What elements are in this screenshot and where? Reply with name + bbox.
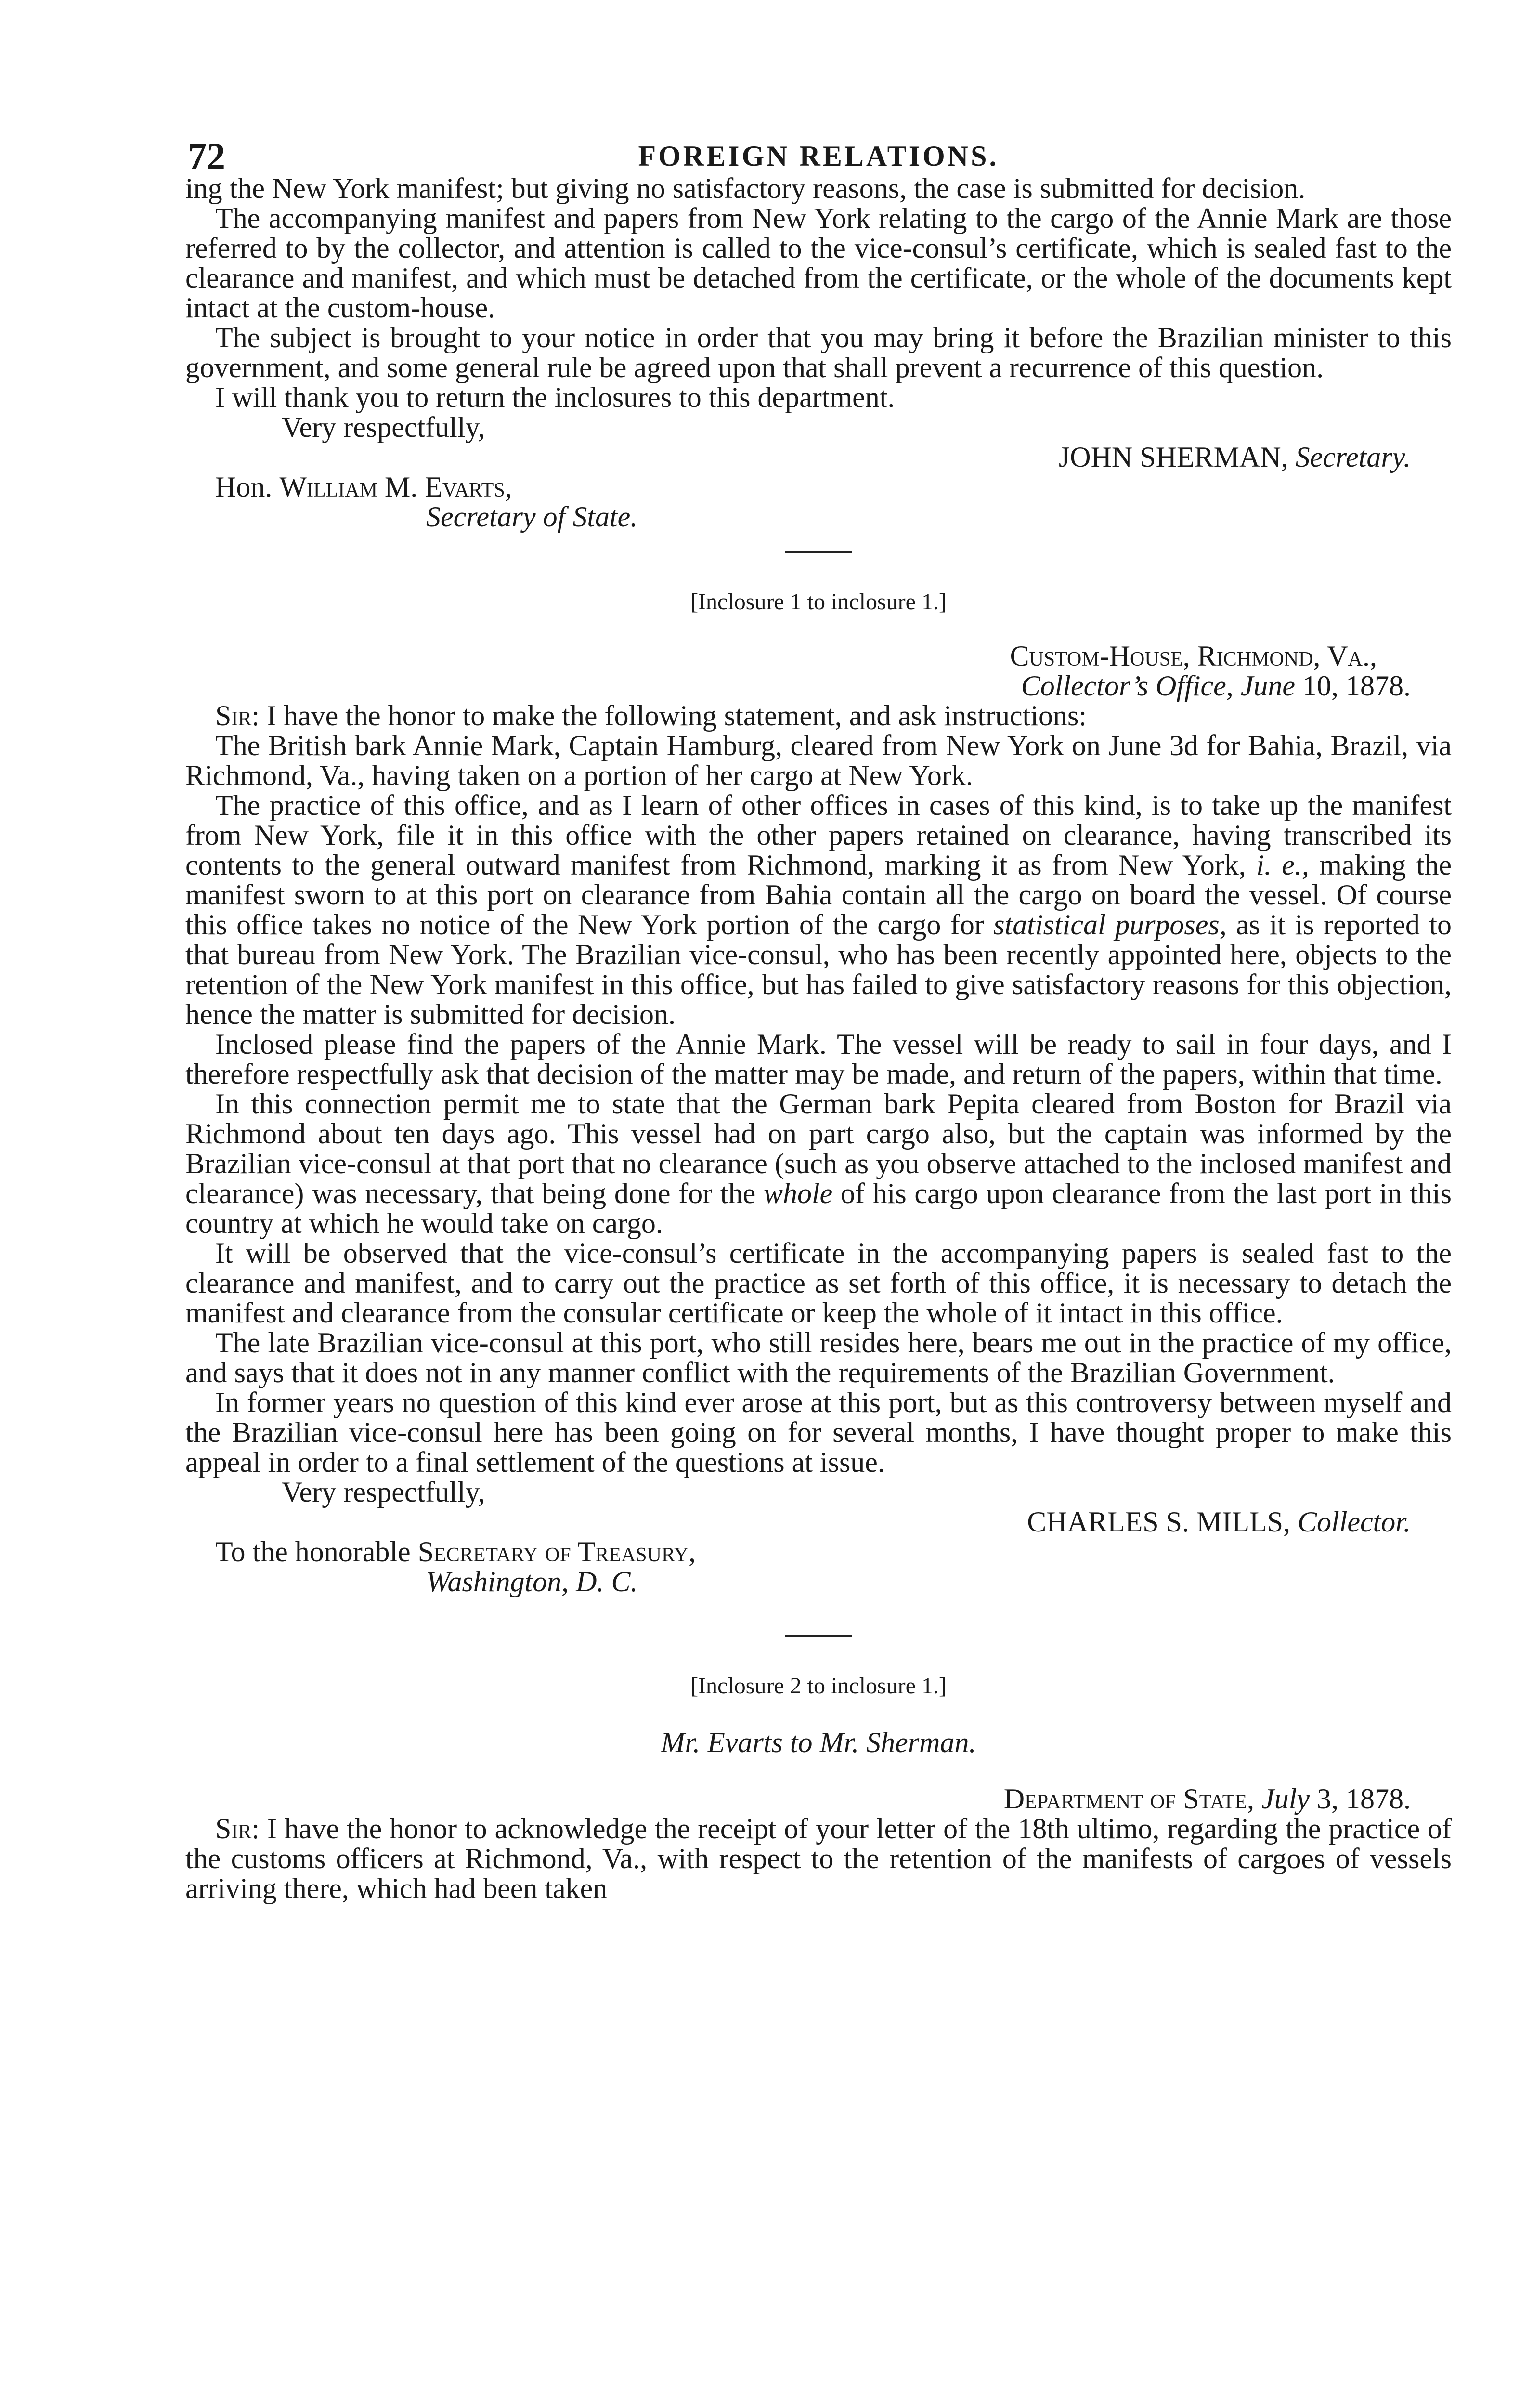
page-number: 72: [188, 135, 225, 177]
letterhead: Department of State, July 3, 1878.: [1003, 1783, 1411, 1815]
letter-title: Mr. Evarts to Mr. Sherman.: [661, 1727, 976, 1758]
signature: [185, 1507, 1452, 1537]
closing: Very respectfully,: [282, 1476, 485, 1508]
paragraph: I will thank you to return the inclosures to this department.: [215, 381, 895, 413]
paragraph: Inclosed please find the papers of the Annie Mark. The vessel will be ready to sail in four days, and I therefore respectfully ask that decision of the matter may be made, and return of the papers, within that time.: [185, 1028, 1452, 1090]
paragraph: In former years no question of this kind ever arose at this port, but as this controversy between myself and the Brazilian vice-consul here has been going on for several months, I have thought proper to make this appeal in order to a final settlement of the questions at issue.: [185, 1387, 1452, 1478]
salutation: Sir:: [215, 700, 260, 732]
running-header: [185, 120, 1452, 177]
inclosure-label: [Inclosure 1 to inclosure 1.]: [690, 589, 947, 615]
paragraph: Sir: I have the honor to acknowledge the receipt of your letter of the 18th ultimo, regarding the practice of the customs officers at Richmond, Va., with respect to the retention of the manifests of cargoes of vessels arriving there, which had been taken: [185, 1813, 1452, 1904]
paragraph: The subject is brought to your notice in order that you may bring it before the Brazilian minister to this government, and some general rule be agreed upon that shall prevent a recurrence of this question.: [185, 322, 1452, 383]
addressee-name: Secretary of Treasury,: [417, 1536, 696, 1568]
addressee-prefix: To the honorable: [215, 1536, 411, 1568]
paragraph: The accompanying manifest and papers from New York relating to the cargo of the Annie Mark are those referred to by the collector, and attention is called to the vice-consul’s certificate, which is sealed fast to the clearance and manifest, and which must be detached from the certificate, or the whole of the documents kept intact at the custom-house.: [185, 202, 1452, 324]
letter-sherman: [185, 173, 1452, 532]
paragraph: Sir: I have the honor to make the following statement, and ask instructions:: [215, 700, 1087, 732]
letterhead-place: Custom-House, Richmond, Va.,: [1010, 640, 1377, 672]
paragraph: The practice of this office, and as I learn of other offices in cases of this kind, is to take up the manifest from New York, file it in this office with the other papers retained on clearance, having transcribed its contents to the general outward manifest from Richmond, marking it as from New York, i. e., making the manifest sworn to at this port on clearance from Bahia contain all the cargo on board the vessel. Of course this office takes no notice of the New York portion of the cargo for statistical purposes, as it is reported to that bureau from New York. The Brazilian vice-consul, who has been recently appointed here, objects to the retention of the New York manifest in this office, but has failed to give satisfactory reasons for this objection, hence the matter is submitted for decision.: [185, 789, 1452, 1030]
addressee-name: William M. Evarts,: [279, 471, 512, 503]
inclosure-2: [185, 1671, 1452, 1903]
addressee-prefix: Hon.: [215, 471, 273, 503]
paragraph: The British bark Annie Mark, Captain Hamburg, cleared from New York on June 3d for Bahia, Brazil, via Richmond, Va., having taken on a portion of her cargo at New York.: [185, 730, 1452, 791]
paragraph: It will be observed that the vice-consul’s certificate in the accompanying papers is sealed fast to the clearance and manifest, and to carry out the practice as set forth of this office, it is necessary to detach the manifest and clearance from the consular certificate or keep the whole of it intact in this office.: [185, 1237, 1452, 1329]
paragraph: The late Brazilian vice-consul at this port, who still resides here, bears me out in the practice of my office, and says that it does not in any manner conflict with the requirements of the Brazilian Government.: [185, 1327, 1452, 1388]
signature-title: Secretary.: [1295, 441, 1411, 473]
addressee-title: Secretary of State.: [426, 501, 638, 533]
document-page: [185, 120, 1452, 1903]
running-title: FOREIGN RELATIONS.: [638, 140, 999, 172]
addressee: [185, 1537, 1452, 1567]
signature-name: CHARLES S. MILLS,: [1027, 1506, 1290, 1538]
paragraph: ing the New York manifest; but giving no satisfactory reasons, the case is submitted for decision.: [185, 172, 1306, 204]
closing: Very respectfully,: [282, 411, 485, 443]
paragraph: In this connection permit me to state that the German bark Pepita cleared from Boston for Brazil via Richmond about ten days ago. This vessel had on part cargo also, but the captain was informed by the Brazilian vice-consul at that port that no clearance (such as you observe attached to the inclosed manifest and clearance) was necessary, that being done for the whole of his cargo upon clearance from the last port in this country at which he would take on cargo.: [185, 1088, 1452, 1239]
letterhead-date: Collector’s Office, June 10, 1878.: [1021, 670, 1411, 702]
signature-name: JOHN SHERMAN,: [1058, 441, 1288, 473]
addressee-place: Washington, D. C.: [426, 1566, 638, 1597]
signature-title: Collector.: [1298, 1506, 1411, 1538]
signature: [185, 442, 1452, 472]
salutation: Sir:: [215, 1813, 260, 1845]
inclosure-1: [185, 587, 1452, 1597]
addressee: [185, 472, 1452, 502]
inclosure-label: [Inclosure 2 to inclosure 1.]: [690, 1673, 947, 1699]
